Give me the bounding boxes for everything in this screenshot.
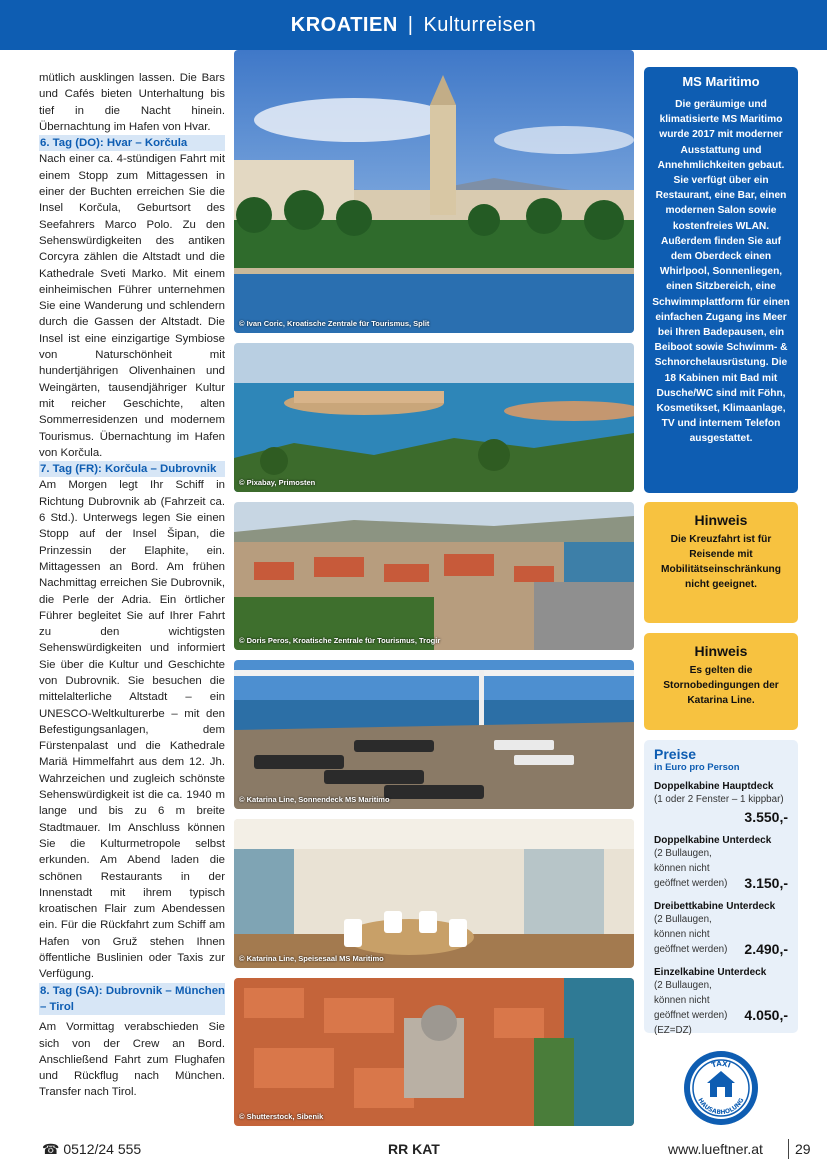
photo-primosten xyxy=(234,343,634,492)
cabin-name: Dreibettkabine Unterdeck xyxy=(654,901,776,912)
price-item xyxy=(654,781,788,825)
hint-text: Es gelten die Stornobedingungen der Katarina Line. xyxy=(663,665,779,706)
photo-split xyxy=(234,50,634,333)
photo-credit: © Katarina Line, Speisesaal MS Maritimo xyxy=(239,954,384,963)
cabin-description: (2 Bullaugen, können nicht geöffnet werden) xyxy=(654,914,728,955)
cabin-name: Einzelkabine Unterdeck xyxy=(654,967,767,978)
intro-paragraph: mütlich ausklingen lassen. Die Bars und Cafés bieten Unterhaltung bis tief in die Nacht hinein. Übernachtung im Hafen von Hvar. xyxy=(39,72,225,133)
cabin-name: Doppelkabine Unterdeck xyxy=(654,835,772,846)
day7-heading: 7. Tag (FR): Korčula – Dubrovnik xyxy=(39,461,225,477)
catalog-code: RR KAT xyxy=(388,1141,440,1157)
day7-paragraph: Am Morgen legt Ihr Schiff in Richtung Dubrovnik ab (Fahrzeit ca. 6 Std.). Unterwegs legen Sie einen Stopp auf der Insel Šipan, die Prinzessin der Elaphite, ein. Mittagessen an Bord. Am frühen Nachmittag erreichen Sie Dubrovnik, die Perle der Adria. Ein örtlicher Führer begleitet Sie auf Ihrer Fahrt zu den wichtigsten Sehenswürdigkeiten und informiert Sie über die Kultur und Geschichte von Dubrovnik. Sie besuchen die mittelalterliche Altstadt – ein UNESCO-Weltkulturerbe – mit den Befestigungsanlagen, dem Fürstenpalast und die Kathedrale Mariä Himmelfahrt aus dem 12. Jh. Wahrzeichen und zugleich schönste Sehenswürdigkeit ist die ca. 1940 m lange und bis zu 6 m breite Stadtmauer. Im Anschluss können Sie die Kulturmetropole selbst erkunden. Am Abend laden die schönen Restaurants in der Innenstadt mit ihrem typisch kroatischen Flair zum Abendessen ein. Für die Rückfahrt zum Schiff am Hafen von Gruž stehen Ihnen öffentliche Buslinien oder Taxis zur Verfügung. xyxy=(39,479,225,981)
itinerary-text-column xyxy=(39,70,225,1101)
cabin-price: 3.550,- xyxy=(744,809,788,825)
photo-credit: © Katarina Line, Sonnendeck MS Maritimo xyxy=(239,795,390,804)
hint-box-cancellation xyxy=(644,633,798,730)
prices-subtitle: in Euro pro Person xyxy=(654,762,740,773)
cabin-price: 2.490,- xyxy=(744,941,788,957)
telephone-icon: ☎ xyxy=(42,1141,60,1157)
cabin-name: Doppelkabine Hauptdeck xyxy=(654,781,774,792)
page-footer xyxy=(0,1137,827,1161)
hint-text: Die Kreuzfahrt ist für Reisende mit Mobilitätseinschränkung nicht geeignet. xyxy=(660,534,781,590)
taxi-pickup-badge xyxy=(682,1049,760,1127)
photo-trogir xyxy=(234,502,634,650)
price-item xyxy=(654,901,788,957)
sibenik-image xyxy=(234,978,634,1126)
cabin-description: (2 Bullaugen, können nicht geöffnet werden) (EZ=DZ) xyxy=(654,980,728,1036)
page-number: 29 xyxy=(795,1141,811,1157)
dining-image xyxy=(234,819,634,968)
pickup-label: HAUSABHOLUNG xyxy=(696,1096,746,1117)
ship-description: Die geräumige und klimatisierte MS Maritimo wurde 2017 mit moderner Ausstattung und Annehmlichkeiten gebaut. Sie verfügt über ein Restaurant, eine Bar, einen modernen Salon sowie kostenfreies WLAN. Außerdem finden Sie auf dem Oberdeck einen Whirlpool, Sonnenliegen, einen Sitzbereich, eine Schwimmplattform für einen einfachen Zugang ins Meer bei Ihren Badepausen, ein Beiboot sowie Schwimm- & Schnorchelausrüstung. Die 18 Kabinen mit Bad mit Dusche/WC sind mit Föhn, Kosmetikset, Klimaanlage, TV und internem Telefon ausgestattet. xyxy=(652,99,790,445)
cabin-description: (2 Bullaugen, können nicht geöffnet werden) xyxy=(654,848,728,889)
hint-title: Hinweis xyxy=(694,643,748,659)
trogir-image xyxy=(234,502,634,650)
price-box xyxy=(644,740,798,1036)
split-image xyxy=(234,50,634,333)
header-country: KROATIEN xyxy=(290,13,398,36)
price-item xyxy=(654,967,788,1038)
header-separator: | xyxy=(407,13,414,36)
photo-credit: © Pixabay, Primosten xyxy=(239,478,316,487)
primosten-image xyxy=(234,343,634,492)
day8-paragraph: Am Vormittag verabschieden Sie sich von der Crew an Bord. Anschließend Fahrt zum Flughafen und Rückflug nach München. Transfer nach Tirol. xyxy=(39,1021,225,1099)
photo-credit: © Ivan Coric, Kroatische Zentrale für Tourismus, Split xyxy=(239,319,430,328)
ship-title: MS Maritimo xyxy=(682,74,760,89)
prices-title: Preise xyxy=(654,746,697,762)
ship-info-box xyxy=(644,67,798,493)
footer-divider xyxy=(788,1139,789,1159)
day8-heading: 8. Tag (SA): Dubrovnik – München – Tirol xyxy=(39,983,225,1016)
photo-sundeck xyxy=(234,660,634,809)
sundeck-image xyxy=(234,660,634,809)
footer-phone xyxy=(42,1141,141,1158)
phone-number: 0512/24 555 xyxy=(63,1141,142,1157)
cabin-price: 4.050,- xyxy=(744,1007,788,1023)
hint-title: Hinweis xyxy=(694,512,748,528)
day6-paragraph: Nach einer ca. 4-stündigen Fahrt mit einem Stopp zum Mittagessen in einer der Buchten erreichen Sie die Insel Korčula, Geburtsort des Seefahrers Marco Polo. Zu den Sehenswürdigkeiten des antiken Corcyra zählen die Altstadt und die Kathedrale Sveti Marko. Mit einem einheimischen Führer unternehmen Sie eine Wanderung und schlendern durch die Gassen der Altstadt. Die Insel ist eine einzigartige Symbiose von Naturschönheit mit hundertjährigen Olivenhainen und Weingärten, tausendjähriger Kultur mit reicher Geschichte, alten Sommerresidenzen und modernem Tourismus. Übernachtung im Hafen von Korčula. xyxy=(39,153,225,459)
cabin-description: (1 oder 2 Fenster – 1 kippbar) xyxy=(654,794,784,805)
photo-sibenik xyxy=(234,978,634,1126)
page-header xyxy=(0,0,827,50)
cabin-price: 3.150,- xyxy=(744,875,788,891)
header-section: Kulturreisen xyxy=(423,13,537,36)
photo-credit: © Shutterstock, Sibenik xyxy=(239,1112,324,1121)
photo-dining xyxy=(234,819,634,968)
taxi-label: TAXI xyxy=(710,1059,732,1070)
taxi-house-icon xyxy=(682,1049,760,1127)
website-link[interactable]: www.lueftner.at xyxy=(668,1141,763,1157)
day6-heading: 6. Tag (DO): Hvar – Korčula xyxy=(39,135,225,151)
hint-box-mobility xyxy=(644,502,798,623)
price-item xyxy=(654,835,788,891)
photo-credit: © Doris Peros, Kroatische Zentrale für Tourismus, Trogir xyxy=(239,636,441,645)
